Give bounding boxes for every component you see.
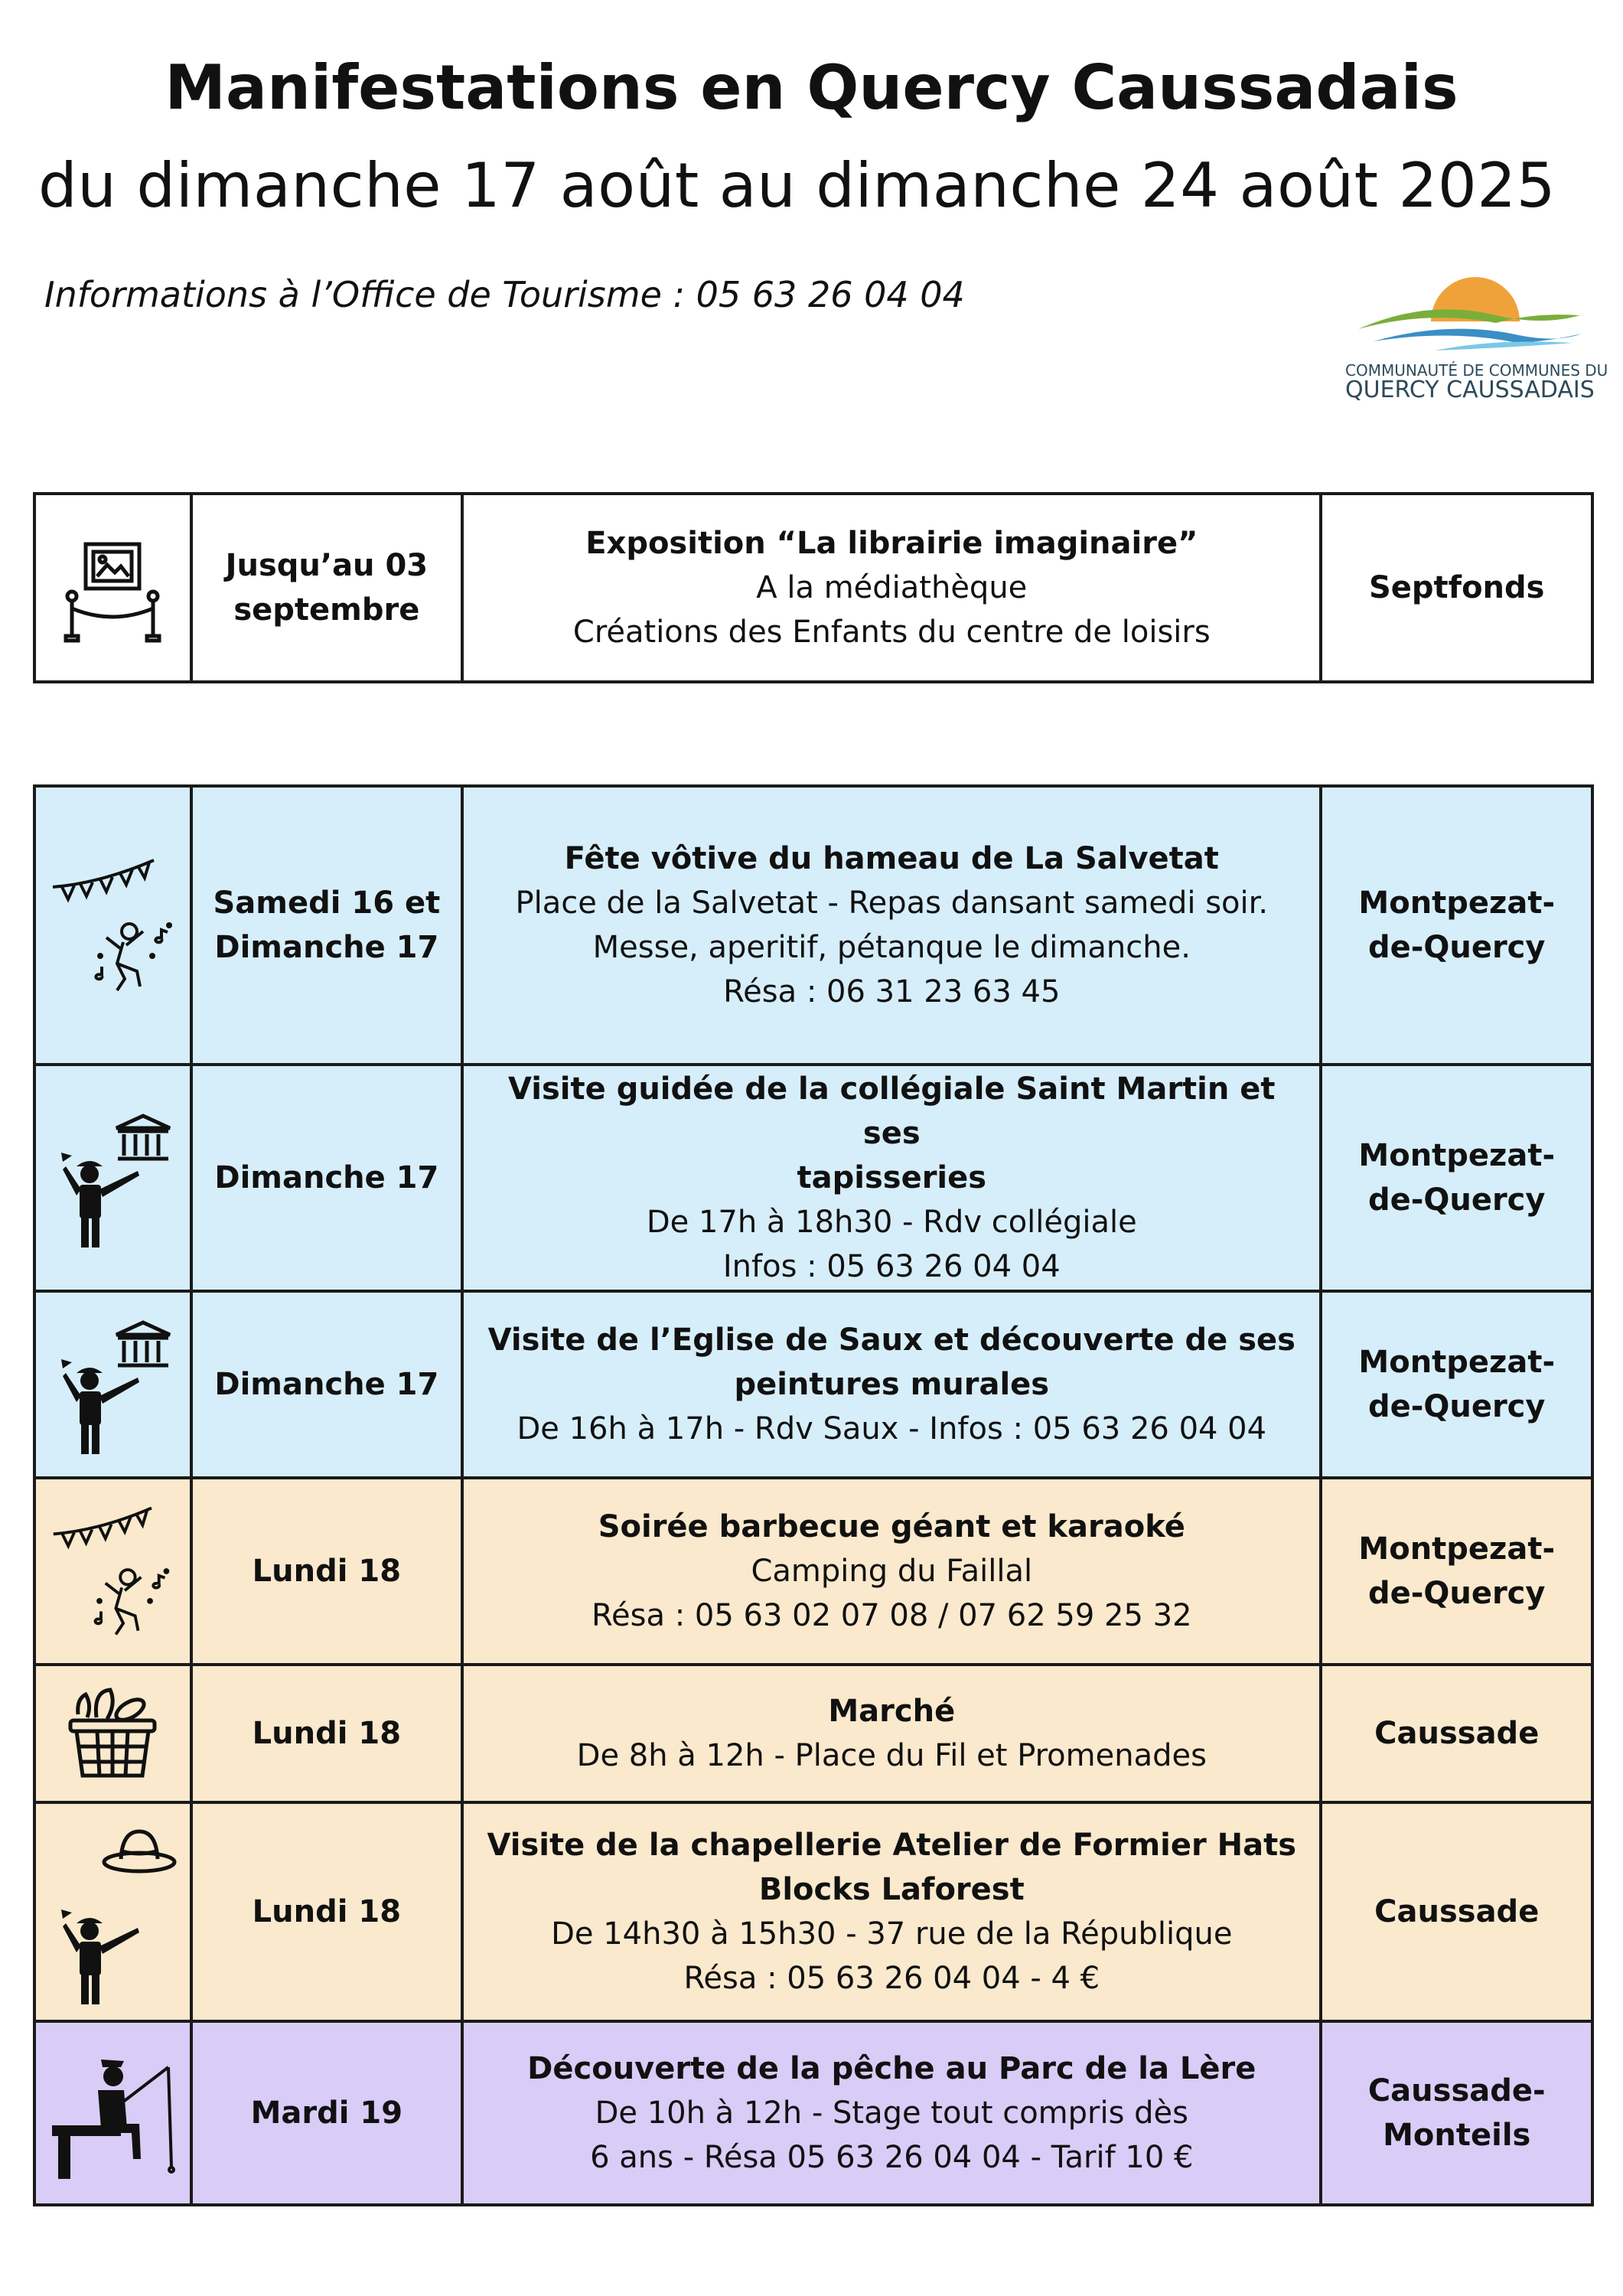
event-icon-cell <box>34 1478 191 1665</box>
event-title: Fête vôtive du hameau de La Salvetat <box>564 841 1219 876</box>
event-row <box>34 1291 1592 1478</box>
event-description: Visite de l’Eglise de Saux et découverte de ses peintures murales De 16h à 17h - Rdv Saux - Infos : 05 63 26 04 04 <box>462 1291 1321 1478</box>
event-place: Montpezat- de-Quercy <box>1321 1291 1592 1478</box>
event-description: Découverte de la pêche au Parc de la Lère De 10h à 12h - Stage tout compris dès 6 ans - Résa 05 63 26 04 04 - Tarif 10 € <box>462 2021 1321 2205</box>
event-place: Montpezat- de-Quercy <box>1321 1478 1592 1665</box>
page-title: Manifestations en Quercy Caussadais <box>165 52 1458 123</box>
event-title: Marché <box>828 1694 956 1729</box>
event-title: Découverte de la pêche au Parc de la Lère <box>527 2051 1256 2086</box>
event-title: tapisseries <box>797 1160 987 1195</box>
event-icon-cell <box>34 1665 191 1802</box>
event-title: peintures murales <box>734 1367 1050 1402</box>
event-title: Visite de la chapellerie Atelier de Formier Hats <box>487 1828 1297 1863</box>
event-date: Dimanche 17 <box>191 1065 463 1291</box>
event-title: Visite de l’Eglise de Saux et découverte de ses <box>487 1322 1295 1358</box>
event-row <box>34 1665 1592 1802</box>
exhibition-row <box>34 494 1592 682</box>
event-place: Caussade- Monteils <box>1321 2021 1592 2205</box>
guide-museum-icon <box>47 1105 178 1251</box>
exhibition-description: Exposition “La librairie imaginaire” A la médiathèque Créations des Enfants du centre de loisirs <box>462 494 1321 682</box>
fishing-icon <box>47 2044 178 2182</box>
logo-text-line1: COMMUNAUTÉ DE COMMUNES DU <box>1345 361 1608 380</box>
event-date: Mardi 19 <box>191 2021 463 2205</box>
market-basket-icon <box>63 1684 162 1783</box>
event-row <box>34 786 1592 1065</box>
event-date: Dimanche 17 <box>191 1291 463 1478</box>
museum-exhibit-icon <box>55 530 170 645</box>
event-description: Visite de la chapellerie Atelier de Formier Hats Blocks Laforest De 14h30 à 15h30 - 37 rue de la République Résa : 05 63 26 04 04 - 4 € <box>462 1802 1321 2021</box>
guide-hat-icon <box>47 1816 178 2007</box>
events-table <box>33 784 1594 2206</box>
event-row <box>34 1802 1592 2021</box>
event-title: Visite guidée de la collégiale Saint Martin et ses <box>508 1071 1276 1151</box>
event-row <box>34 1478 1592 1665</box>
event-date: Lundi 18 <box>191 1478 463 1665</box>
event-icon-cell <box>34 1802 191 2021</box>
event-date: Lundi 18 <box>191 1802 463 2021</box>
event-title: Soirée barbecue géant et karaoké <box>598 1509 1185 1544</box>
guide-museum-icon <box>47 1312 178 1457</box>
event-date: Lundi 18 <box>191 1665 463 1802</box>
event-title: Blocks Laforest <box>758 1872 1025 1907</box>
logo-text-line2: QUERCY CAUSSADAIS <box>1345 377 1595 403</box>
event-place: Montpezat- de-Quercy <box>1321 786 1592 1065</box>
event-icon-cell <box>34 1065 191 1291</box>
exhibition-icon-cell <box>34 494 191 682</box>
exhibition-date: Jusqu’au 03 septembre <box>191 494 463 682</box>
event-place: Caussade <box>1321 1802 1592 2021</box>
party-dancer-icon <box>47 1495 178 1648</box>
exhibition-title: Exposition “La librairie imaginaire” <box>585 526 1198 561</box>
tourism-info: Informations à l’Office de Tourisme : 05 63 26 04 04 <box>44 274 965 315</box>
page-subtitle: du dimanche 17 août au dimanche 24 août 2025 <box>38 150 1556 221</box>
event-date: Samedi 16 et Dimanche 17 <box>191 786 463 1065</box>
event-icon-cell <box>34 1291 191 1478</box>
event-icon-cell <box>34 2021 191 2205</box>
event-description: Soirée barbecue géant et karaoké Camping du Faillal Résa : 05 63 02 07 08 / 07 62 59 25 32 <box>462 1478 1321 1665</box>
exhibition-table <box>33 492 1594 683</box>
event-description: Marché De 8h à 12h - Place du Fil et Promenades <box>462 1665 1321 1802</box>
event-place: Caussade <box>1321 1665 1592 1802</box>
event-place: Montpezat- de-Quercy <box>1321 1065 1592 1291</box>
exhibition-place: Septfonds <box>1321 494 1592 682</box>
event-description: Visite guidée de la collégiale Saint Martin et ses tapisseries De 17h à 18h30 - Rdv collégiale Infos : 05 63 26 04 04 <box>462 1065 1321 1291</box>
event-icon-cell <box>34 786 191 1065</box>
event-row <box>34 1065 1592 1291</box>
party-dancer-icon <box>47 849 181 1002</box>
event-row <box>34 2021 1592 2205</box>
event-description: Fête vôtive du hameau de La Salvetat Place de la Salvetat - Repas dansant samedi soir. Messe, aperitif, pétanque le dimanche. Résa : 06 31 23 63 45 <box>462 786 1321 1065</box>
